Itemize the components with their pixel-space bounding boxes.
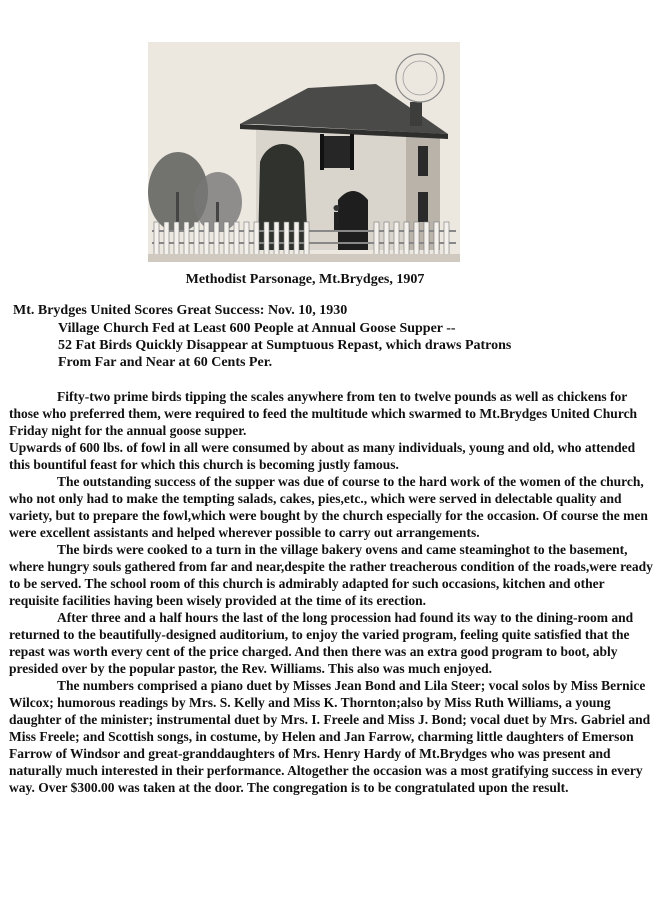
article-headline: Mt. Brydges United Scores Great Success: Nov. 10, 1930 xyxy=(13,303,348,318)
article-body xyxy=(9,388,654,796)
subheadline: 52 Fat Birds Quickly Disappear at Sumptuous Repast, which draws Patrons xyxy=(58,338,512,353)
subheadline: From Far and Near at 60 Cents Per. xyxy=(58,355,273,370)
article-paragraph: Fifty-two prime birds tipping the scales anywhere from ten to twelve pounds as well as chickens for those who preferred them, were required to feed the multitude which swarmed to Mt.Brydges United Church Friday night for the annual goose supper. xyxy=(9,389,638,438)
article-subheadlines xyxy=(58,320,511,371)
parsonage-photo xyxy=(148,42,460,262)
article-paragraph: The numbers comprised a piano duet by Misses Jean Bond and Lila Steer; vocal solos by Miss Bernice Wilcox; humorous readings by Mrs. S. Kelly and Miss K. Thornton;also by Miss Ruth Williams, a young daughter of the minister; instrumental duet by Mrs. I. Freele and Miss J. Bond; vocal duet by Mrs. Gabriel and Miss Freele; and Scottish songs, in costume, by Helen and Jan Farrow, charming little daughters of Emerson Farrow of Windsor and great-granddaughters of Mrs. Henry Hardy of Mt.Brydges who was present and naturally much interested in their performance. Altogether the occasion was a most gratifying success in every way. Over $300.00 was taken at the door. The congregation is to be congratulated upon the result. xyxy=(9,678,651,795)
article-paragraph: The birds were cooked to a turn in the village bakery ovens and came steaminghot to the basement, where hungry souls gathered from far and near,despite the rather treacherous condition of the roads,were ready to be served. The school room of this church is admirably adapted for such occasions, kitchen and other requisite facilities having been wisely provided at the time of its erection. xyxy=(9,542,653,608)
subheadline: Village Church Fed at Least 600 People at Annual Goose Supper -- xyxy=(58,321,456,336)
photo-caption: Methodist Parsonage, Mt.Brydges, 1907 xyxy=(185,272,425,287)
article-paragraph: Upwards of 600 lbs. of fowl in all were consumed by about as many individuals, young and old, who attended this bountiful feast for which this church is becoming justly famous. xyxy=(9,440,636,472)
article-paragraph: After three and a half hours the last of the long procession had found its way to the dining-room and returned to the beautifully-designed auditorium, to enjoy the varied program, feeling quite satisfied that the repast was worth every cent of the price charged. And then there was an extra good program to boot, ably presided over by the popular pastor, the Rev. Williams. This also was much enjoyed. xyxy=(9,610,634,676)
article-paragraph: The outstanding success of the supper was due of course to the hard work of the women of the church, who not only had to make the tempting salads, cakes, pies,etc., which were served in delectable quality and variety, but to prepare the fowl,which were bought by the church especially for the occasion. Of course the men were excellent assistants and helped wherever possible to carry out arrangements. xyxy=(9,474,648,540)
